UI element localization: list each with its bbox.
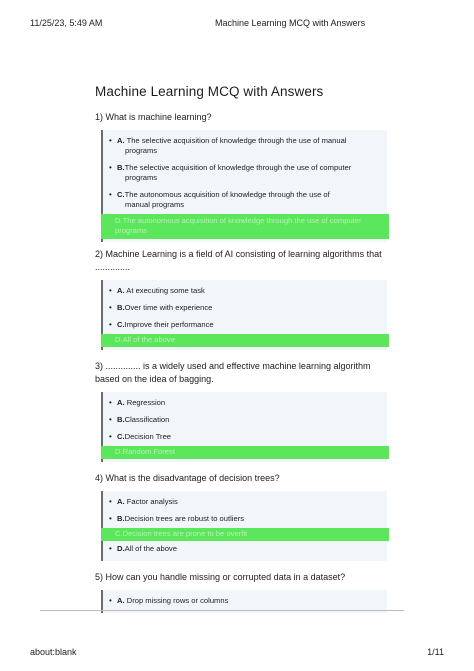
answer-highlight: D.All of the above — [101, 334, 389, 347]
option-a: • A. Drop missing rows or columns — [103, 593, 387, 610]
option-a: • A. Factor analysis — [103, 494, 387, 511]
option-c: • C.Improve their performance — [103, 317, 387, 334]
option-b: • B.The selective acquisition of knowledge through the use of computer programs — [103, 160, 387, 187]
question-4: 4) What is the disadvantage of decision trees? — [95, 473, 280, 483]
print-footer — [30, 647, 444, 659]
answer-highlight: C.Decision trees are prone to be overfit — [101, 528, 389, 541]
footer-divider — [40, 610, 404, 611]
answer-highlight: D.Random Forest — [101, 446, 389, 459]
print-title: Machine Learning MCQ with Answers — [215, 18, 366, 28]
page-title: Machine Learning MCQ with Answers — [95, 84, 324, 99]
option-a: • A. Regression — [103, 395, 387, 412]
option-a: • A. At executing some task — [103, 283, 387, 300]
options-list — [101, 280, 387, 350]
option-c: • C.The autonomous acquisition of knowledge through the use of manual programs — [103, 187, 387, 214]
print-header — [30, 18, 434, 32]
print-page-number: 1/11 — [427, 647, 444, 657]
question-2: 2) Machine Learning is a field of AI consisting of learning algorithms that .............. — [95, 249, 382, 272]
options-list — [101, 130, 387, 242]
option-b: • B.Over time with experience — [103, 300, 387, 317]
option-b: • B.Decision trees are robust to outliers — [103, 511, 387, 528]
option-d: • D.All of the above — [103, 541, 387, 558]
question-5: 5) How can you handle missing or corrupted data in a dataset? — [95, 572, 346, 582]
option-a: • A. The selective acquisition of knowledge through the use of manual programs — [103, 133, 387, 160]
options-list — [101, 491, 387, 561]
option-b: • B.Classification — [103, 412, 387, 429]
answer-highlight: D.The autonomous acquisition of knowledge through the use of computer programs — [101, 214, 389, 239]
article — [95, 84, 395, 615]
option-c: • C.Decision Tree — [103, 429, 387, 446]
print-url: about:blank — [30, 647, 77, 657]
question-1: 1) What is machine learning? — [95, 112, 212, 122]
options-list — [101, 392, 387, 462]
print-datetime: 11/25/23, 5:49 AM — [30, 18, 103, 28]
question-3: 3) .............. is a widely used and effective machine learning algorithm based on the idea of bagging. — [95, 361, 371, 384]
